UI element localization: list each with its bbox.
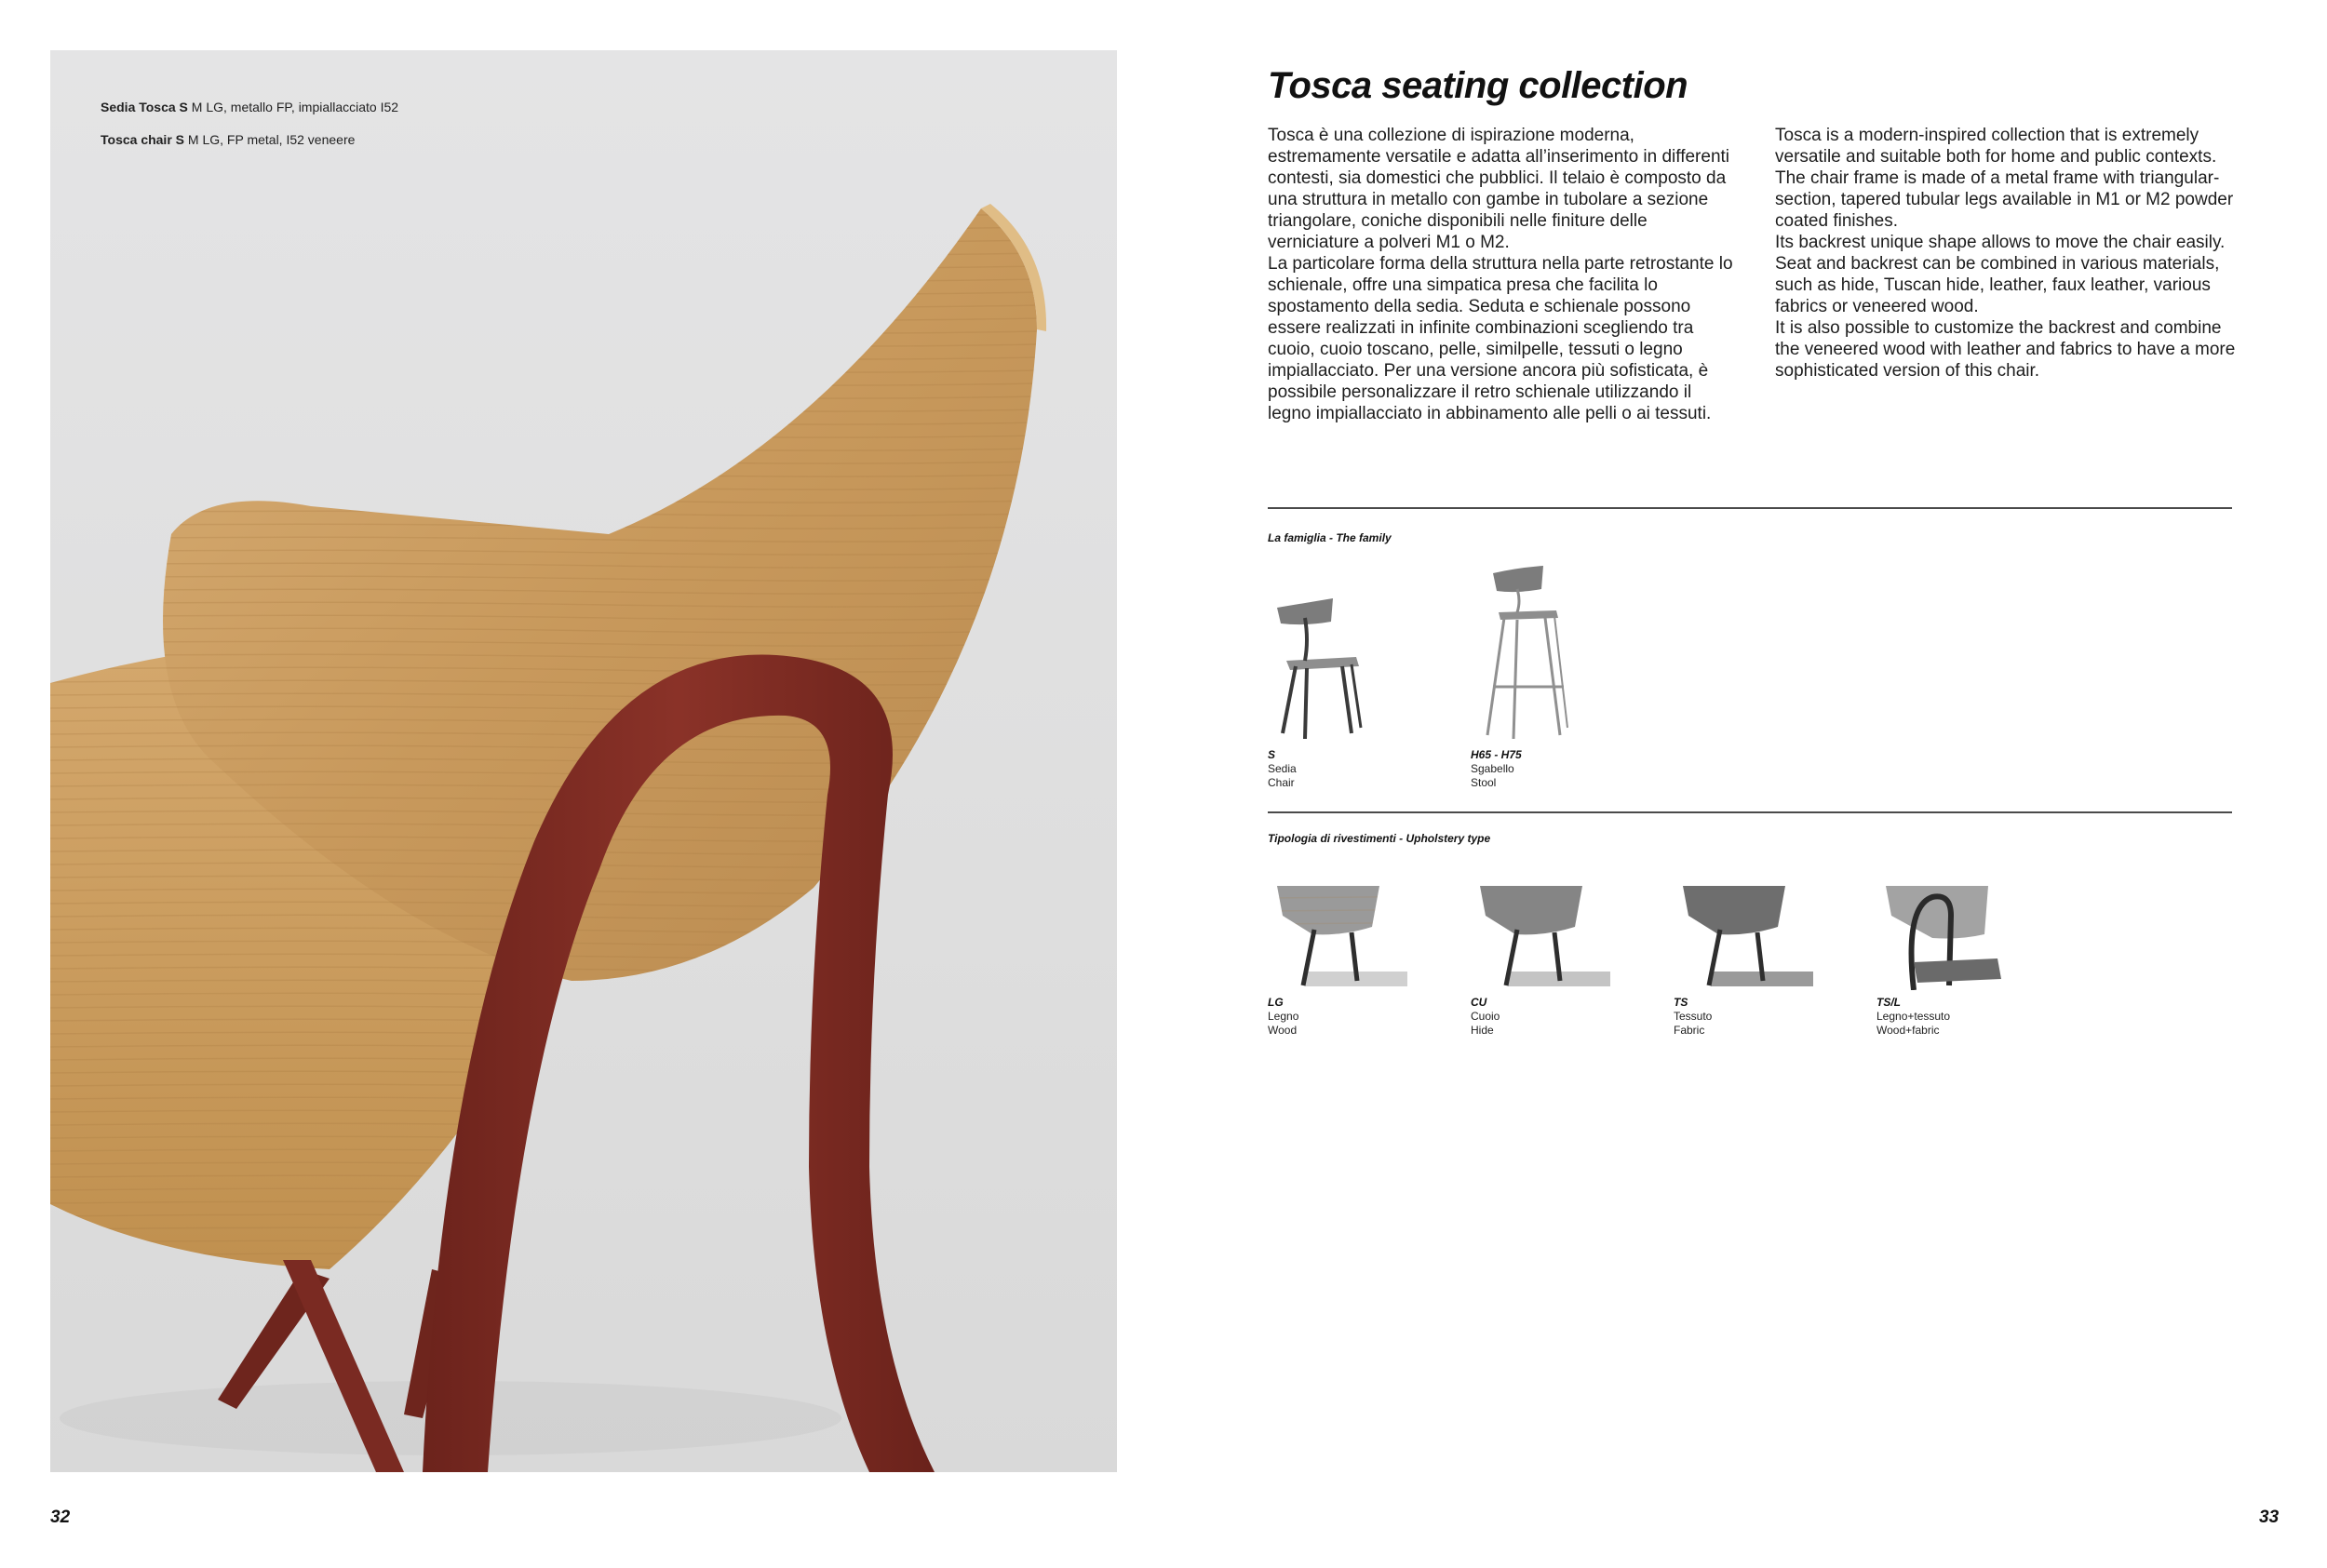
paragraph: Tosca is a modern-inspired collection that is extremely versatile and suitable both for home and public contexts. The chair frame is made of a metal frame with triangular-section, tapered tubular legs available in M1 or M2 powder coated finishes. xyxy=(1775,126,2234,231)
body-text-italian xyxy=(1268,125,1738,424)
family-code: S xyxy=(1268,748,1276,761)
body-text-english xyxy=(1775,125,2245,382)
divider xyxy=(1268,811,2232,813)
page-title: Tosca seating collection xyxy=(1268,65,1688,106)
family-section-label: La famiglia - The family xyxy=(1268,531,1392,544)
paragraph: Tosca è una collezione di ispirazione moderna, estremamente versatile e adatta all’inserimento in differenti contesti, sia domestici che pubblici. Il telaio è composto da una struttura in metallo con gambe in tubolare a sezione triangolare, coniche disponibili nelle finiture delle verniciature a polveri M1 o M2. xyxy=(1268,126,1730,252)
upholstery-item-wood xyxy=(1268,878,1454,1038)
stool-icon xyxy=(1471,556,1582,743)
upholstery-item-wood-fabric xyxy=(1876,878,2063,1038)
upholstery-name-it: Cuoio xyxy=(1471,1010,1500,1023)
fabric-backrest-icon xyxy=(1674,878,1813,990)
upholstery-name-it: Legno xyxy=(1268,1010,1299,1023)
upholstery-name-it: Legno+tessuto xyxy=(1876,1010,1951,1023)
chair-icon xyxy=(1268,556,1379,743)
upholstery-code: LG xyxy=(1268,996,1284,1009)
upholstery-name-en: Fabric xyxy=(1674,1024,1705,1037)
upholstery-item-hide xyxy=(1471,878,1657,1038)
upholstery-name-en: Hide xyxy=(1471,1024,1494,1037)
paragraph: La particolare forma della struttura nella parte retrostante lo schienale, offre una simpatica presa che facilita lo spostamento della sedia. Seduta e schienale possono essere realizzati in infinite combinazioni scegliendo tra cuoio, cuoio toscano, pelle, similpelle, tessuti o legno impiallacciato. Per una versione ancora più sofisticata, è possibile personalizzare il retro schienale utilizzando il legno impiallacciato in abbinamento alle pelli o ai tessuti. xyxy=(1268,254,1733,423)
paragraph: It is also possible to customize the backrest and combine the veneered wood with leather and fabrics to have a more sophisticated version of this chair. xyxy=(1775,318,2236,381)
upholstery-name-it: Tessuto xyxy=(1674,1010,1713,1023)
upholstery-code: CU xyxy=(1471,996,1487,1009)
family-name-en: Chair xyxy=(1268,776,1295,789)
wood-backrest-icon xyxy=(1268,878,1407,990)
hide-backrest-icon xyxy=(1471,878,1610,990)
paragraph: Its backrest unique shape allows to move the chair easily. Seat and backrest can be combined in various materials, such as hide, Tuscan hide, leather, faux leather, various fabrics or veneered wood. xyxy=(1775,233,2226,316)
upholstery-item-fabric xyxy=(1674,878,1860,1038)
family-name-it: Sedia xyxy=(1268,762,1297,775)
divider xyxy=(1268,507,2232,509)
chair-photo xyxy=(50,50,1117,1472)
family-code: H65 - H75 xyxy=(1471,748,1522,761)
upholstery-section-label: Tipologia di rivestimenti - Upholstery type xyxy=(1268,832,1491,845)
tosca-chair-illustration xyxy=(50,50,1117,1472)
upholstery-code: TS xyxy=(1674,996,1688,1009)
photo-caption-italian: Sedia Tosca S M LG, metallo FP, impiallacciato I52 xyxy=(101,100,399,114)
page-number-right: 33 xyxy=(2259,1508,2280,1527)
upholstery-name-en: Wood+fabric xyxy=(1876,1024,1940,1037)
upholstery-code: TS/L xyxy=(1876,996,1901,1009)
family-name-it: Sgabello xyxy=(1471,762,1514,775)
family-name-en: Stool xyxy=(1471,776,1497,789)
family-item-stool xyxy=(1471,556,1657,790)
wood-fabric-backrest-icon xyxy=(1876,878,2016,990)
photo-caption-english: Tosca chair S M LG, FP metal, I52 veneere xyxy=(101,132,356,147)
family-item-chair xyxy=(1268,556,1454,790)
upholstery-name-en: Wood xyxy=(1268,1024,1298,1037)
page-number-left: 32 xyxy=(50,1508,71,1527)
